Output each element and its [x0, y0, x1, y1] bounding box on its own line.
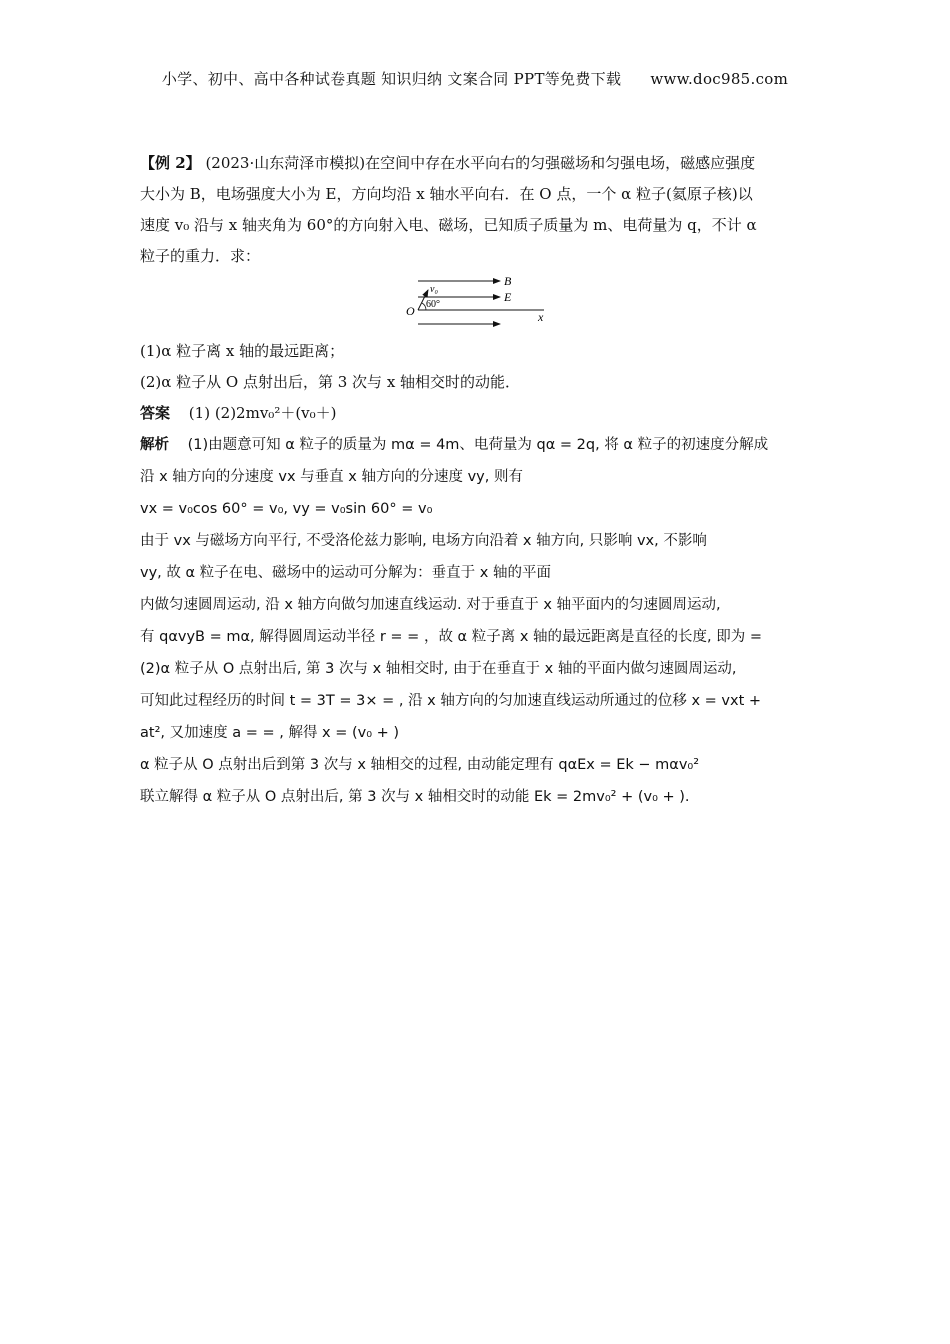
solution-line-5: vy, 故 α 粒子在电、磁场中的运动可分解为：垂直于 x 轴的平面	[140, 565, 551, 581]
answer-line	[140, 398, 816, 429]
problem-tag: 【例 2】	[140, 154, 201, 172]
header-url[interactable]: www.doc985.com	[650, 70, 789, 88]
problem-line-4: 粒子的重力．求：	[140, 247, 261, 265]
question-1: (1)α 粒子离 x 轴的最远距离；	[140, 342, 345, 360]
solution-line-4: 由于 vx 与磁场方向平行, 不受洛伦兹力影响, 电场方向沿着 x 轴方向, 只影响 vx, 不影响	[140, 533, 707, 549]
answer-label: 答案	[140, 404, 171, 422]
field-diagram	[140, 274, 816, 332]
solution-line-2: 沿 x 轴方向的分速度 vx 与垂直 x 轴方向的分速度 vy, 则有	[140, 469, 523, 485]
header-text: 小学、初中、高中各种试卷真题 知识归纳 文案合同 PPT等免费下载	[161, 70, 622, 88]
problem-line-2: 大小为 B，电场强度大小为 E，方向均沿 x 轴水平向右．在 O 点，一个 α 粒子(氦原子核)以	[140, 185, 753, 203]
solution-line-3: vx = v₀cos 60° = v₀, vy = v₀sin 60° = v₀	[140, 501, 433, 517]
solution-line-12: 联立解得 α 粒子从 O 点射出后, 第 3 次与 x 轴相交时的动能 Ek = 2mv₀² + (v₀ + ).	[140, 789, 690, 805]
solution-line-1: 解析 (1)由题意可知 α 粒子的质量为 mα = 4m、电荷量为 qα = 2q, 将 α 粒子的初速度分解成	[140, 437, 769, 453]
solution-line-8: (2)α 粒子从 O 点射出后, 第 3 次与 x 轴相交时, 由于在垂直于 x 轴的平面内做匀速圆周运动,	[140, 661, 737, 677]
field-diagram-svg	[402, 274, 552, 330]
label-x: x	[538, 310, 544, 324]
problem-line-1: 【例 2】 (2023·山东菏泽市模拟)在空间中存在水平向右的匀强磁场和匀强电场，磁感应强度	[140, 154, 756, 172]
question-2: (2)α 粒子从 O 点射出后，第 3 次与 x 轴相交时的动能．	[140, 373, 521, 391]
label-E: E	[504, 290, 512, 304]
solution-line-7: 有 qαvyB = mα, 解得圆周运动半径 r = = ，故 α 粒子离 x 轴的最远距离是直径的长度, 即为 =	[140, 629, 762, 645]
answer-text: (1) (2)2mv₀²＋(v₀＋)	[188, 404, 337, 422]
document-body	[140, 148, 816, 813]
page-header	[0, 68, 950, 89]
problem-line-3: 速度 v₀ 沿与 x 轴夹角为 60°的方向射入电、磁场，已知质子质量为 m、电荷量为 q，不计 α	[140, 216, 757, 234]
solution-line-9: 可知此过程经历的时间 t = 3T = 3× = , 沿 x 轴方向的匀加速直线运动所通过的位移 x = vxt +	[140, 693, 762, 709]
label-angle: 60°	[426, 299, 440, 310]
solution-line-10: at², 又加速度 a = = , 解得 x = (v₀ + )	[140, 725, 400, 741]
label-B: B	[504, 274, 512, 288]
solution-label: 解析	[140, 437, 169, 453]
solution-line-6: 内做匀速圆周运动, 沿 x 轴方向做匀加速直线运动. 对于垂直于 x 轴平面内的匀速圆周运动,	[140, 597, 721, 613]
solution-line-11: α 粒子从 O 点射出后到第 3 次与 x 轴相交的过程, 由动能定理有 qαEx = Ek − mαv₀²	[140, 757, 700, 773]
label-O: O	[406, 304, 415, 318]
label-v0: v₀	[430, 284, 438, 295]
